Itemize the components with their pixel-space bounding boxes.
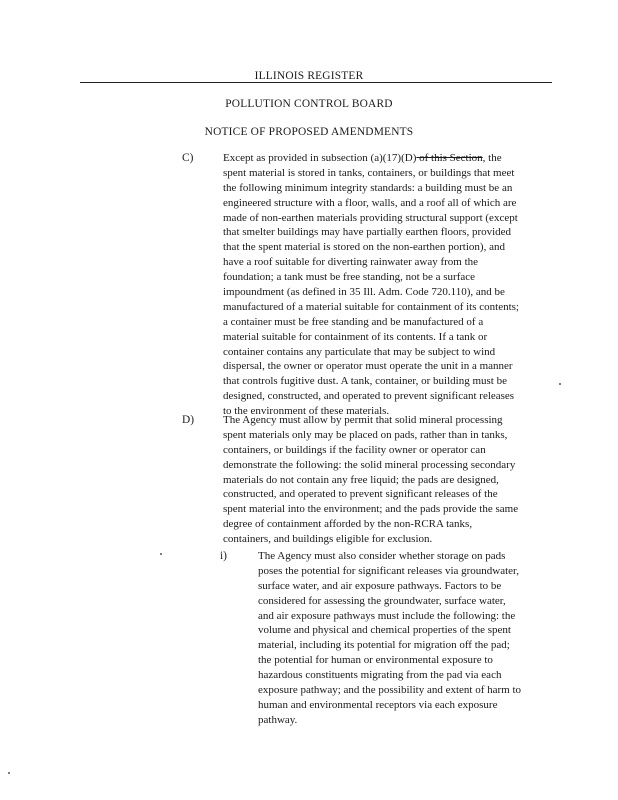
paragraph-line: The Agency must allow by permit that solid mineral processing bbox=[223, 414, 503, 426]
paragraph-line: volume and physical and chemical properties of the spent bbox=[258, 624, 511, 637]
paragraph-line: have a roof suitable for diverting rainwater away from the bbox=[223, 256, 479, 269]
subsection-i-marker: i) bbox=[220, 550, 227, 562]
subsection-d-text bbox=[223, 413, 518, 547]
board-title: POLLUTION CONTROL BOARD bbox=[225, 98, 393, 110]
subsection-d-marker: D) bbox=[182, 414, 195, 426]
text-fragment: Except as provided in subsection (a)(17)(D) bbox=[223, 152, 417, 164]
paragraph-line: spent materials only may be placed on pads, rather than in tanks, bbox=[223, 428, 508, 441]
paragraph-line: exposure pathway; and the possibility and extent of harm to bbox=[258, 684, 522, 697]
subsection-i-text bbox=[258, 549, 521, 728]
header-rule bbox=[80, 82, 552, 83]
scan-speck bbox=[160, 553, 162, 555]
paragraph-line: that the spent material is stored on the non-earthen portion), and bbox=[223, 241, 505, 254]
paragraph-line: surface water, and air exposure pathways. Factors to be bbox=[258, 579, 502, 592]
paragraph-line: degree of containment afforded by the non-RCRA tanks, bbox=[223, 518, 473, 531]
paragraph-line: container contains any particulate that may be subject to wind bbox=[223, 345, 496, 358]
text-fragment: , the bbox=[482, 152, 502, 164]
paragraph-line: the potential for human or environmental exposure to bbox=[258, 654, 493, 667]
paragraph-line: and air exposure pathways must include the following: the bbox=[258, 609, 516, 622]
register-title: ILLINOIS REGISTER bbox=[254, 70, 364, 82]
paragraph-line: that smelter buildings may have partially earthen floors, provided bbox=[223, 226, 512, 239]
paragraph-line: poses the potential for significant releases via groundwater, bbox=[258, 564, 520, 577]
paragraph-line: manufactured of a material suitable for containment of its contents; bbox=[223, 300, 519, 313]
paragraph-line: considered for assessing the groundwater, surface water, bbox=[258, 594, 506, 607]
paragraph-line: pathway. bbox=[258, 713, 298, 726]
paragraph-line: foundation; a tank must be free standing, not be a surface bbox=[223, 271, 476, 284]
paragraph-line bbox=[223, 151, 519, 166]
paragraph-line: material, including its potential for migration off the pad; bbox=[258, 639, 510, 652]
paragraph-line: containers, and buildings eligible for exclusion. bbox=[223, 533, 433, 546]
paragraph-line: constructed, and operated to prevent significant releases of the bbox=[223, 488, 498, 501]
paragraph-line: materials do not contain any free liquid; the pads are designed, bbox=[223, 473, 499, 486]
paragraph-line: designed, constructed, and operated to prevent significant releases bbox=[223, 390, 515, 403]
paragraph-line: The Agency must also consider whether storage on pads bbox=[258, 550, 506, 562]
paragraph-line: demonstrate the following: the solid mineral processing secondary bbox=[223, 458, 516, 471]
struck-text: of this Section bbox=[416, 152, 483, 164]
scan-speck bbox=[559, 383, 561, 385]
paragraph-line: that controls fugitive dust. A tank, container, or building must be bbox=[223, 375, 507, 388]
paragraph-line: impoundment (as defined in 35 Ill. Adm. Code 720.110), and be bbox=[223, 286, 505, 299]
paragraph-line: engineered structure with a floor, walls, and a roof all of which are bbox=[223, 196, 517, 209]
paragraph-line: material suitable for containment of its contents. If a tank or bbox=[223, 330, 488, 343]
paragraph-line: made of non-earthen materials providing structural support (except bbox=[223, 211, 518, 224]
paragraph-line: dispersal, the owner or operator must operate the unit in a manner bbox=[223, 360, 513, 373]
scan-speck bbox=[8, 772, 10, 774]
notice-title: NOTICE OF PROPOSED AMENDMENTS bbox=[204, 126, 414, 138]
paragraph-line: a container must be free standing and be manufactured of a bbox=[223, 315, 484, 328]
paragraph-line: containers, or buildings if the facility owner or operator can bbox=[223, 443, 486, 456]
paragraph-line: to the environment of these materials. bbox=[223, 405, 390, 418]
subsection-c-text bbox=[223, 151, 519, 419]
paragraph-line: spent material into the environment; and the pads provide the same bbox=[223, 503, 519, 516]
paragraph-line: the following minimum integrity standards: a building must be an bbox=[223, 181, 513, 194]
subsection-c-marker: C) bbox=[182, 152, 194, 164]
paragraph-line: spent material is stored in tanks, containers, or buildings that meet bbox=[223, 166, 515, 179]
paragraph-line: human and environmental receptors via each exposure bbox=[258, 698, 498, 711]
paragraph-line: hazardous constituents migrating from the pad via each bbox=[258, 669, 502, 682]
